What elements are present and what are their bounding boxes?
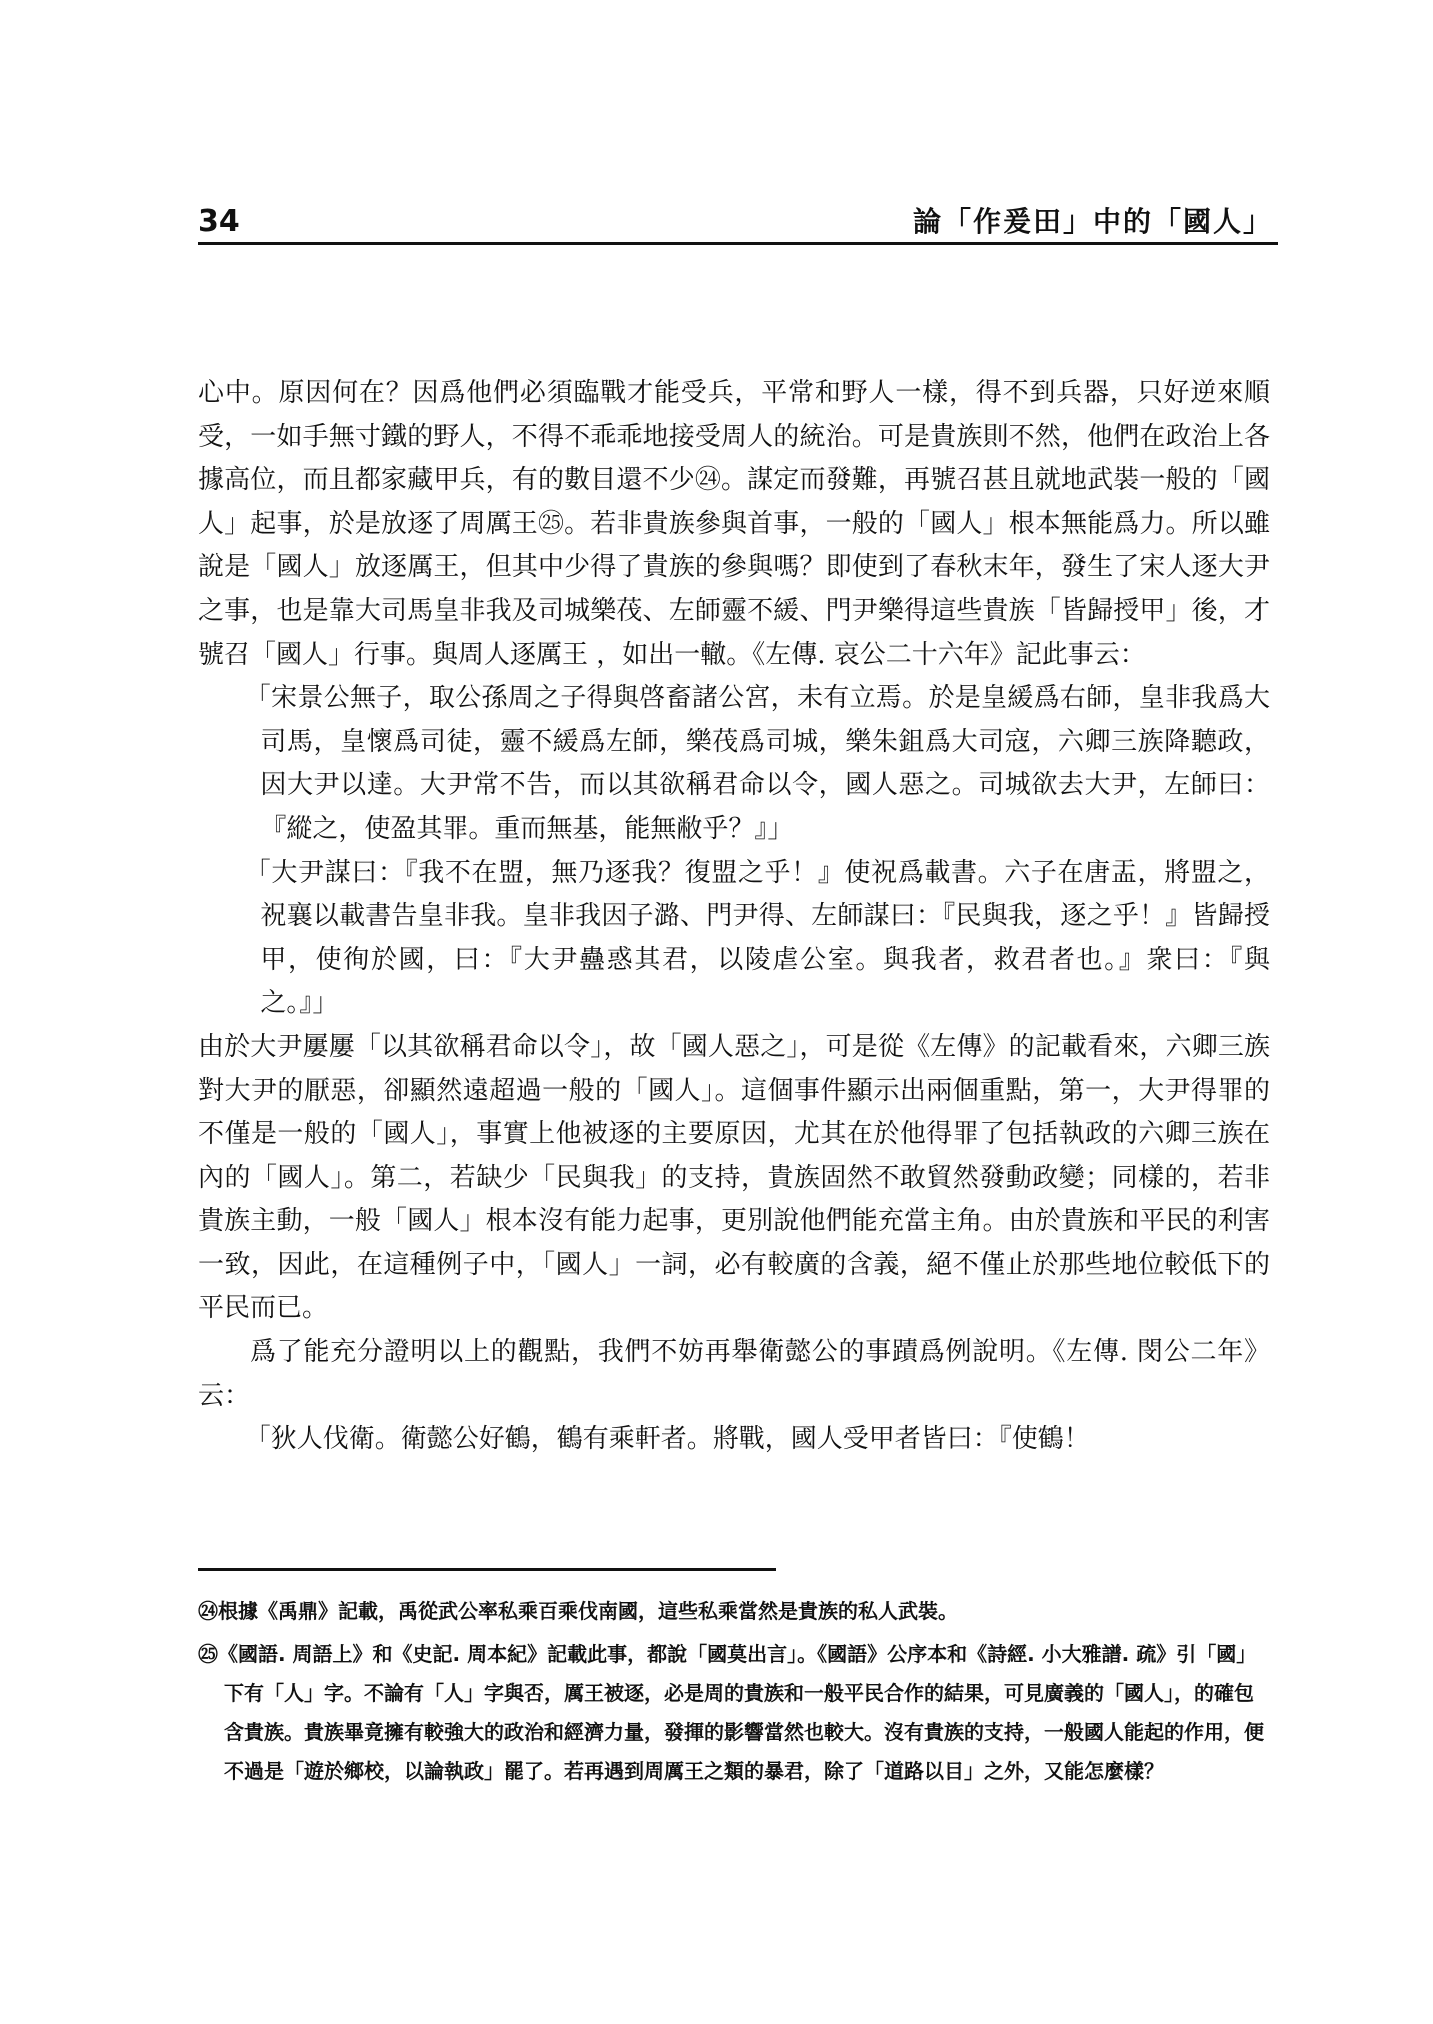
footnote-25: ㉕《國語. 周語上》和《史記. 周本紀》記載此事，都說「國莫出言」。《國語》公序本和《詩經. 小大雅譜. 疏》引「國」下有「人」字。不論有「人」字與否，厲王被逐，必是周的貴族和一般平民合作的結果，可見廣義的「國人」，的確包含貴族。貴族畢竟擁有較強大的政治和經濟力量，發揮的影響當然也較大。沒有貴族的支持，一般國人能起的作用，便不過是「遊於鄉校，以論執政」罷了。若再遇到周厲王之類的暴君，除了「道路以目」之外，又能怎麼樣？ — [198, 1642, 1264, 1783]
page-header — [198, 202, 1273, 242]
running-title: 論「作爰田」中的「國人」 — [912, 205, 1273, 238]
footnote-24: ㉔根據《禹鼎》記載，禹從武公率私乘百乘伐南國，這些私乘當然是貴族的私人武裝。 — [198, 1599, 958, 1623]
main-text — [198, 372, 1270, 1462]
footnote-rule — [198, 1568, 776, 1571]
paragraph-3: 爲了能充分證明以上的觀點，我們不妨再舉衛懿公的事蹟爲例說明。《左傳. 閔公二年》云： — [198, 1337, 1270, 1411]
page-number: 34 — [198, 204, 240, 239]
quotation-3: 「狄人伐衛。衛懿公好鶴，鶴有乘軒者。將戰，國人受甲者皆曰：『使鶴！ — [244, 1424, 1090, 1455]
quotation-1: 「宋景公無子，取公孫周之子得與啓畜諸公宮，未有立焉。於是皇緩爲右師，皇非我爲大司馬，皇懷爲司徒，靈不緩爲左師，樂茷爲司城，樂朱鉏爲大司寇，六卿三族降聽政，因大尹以達。大尹常不告，而以其欲稱君命以令，國人惡之。司城欲去大尹，左師曰：『縱之，使盈其罪。重而無基，能無敝乎？』」 — [244, 683, 1270, 844]
paragraph-2: 由於大尹屢屢「以其欲稱君命以令」，故「國人惡之」，可是從《左傳》的記載看來，六卿三族對大尹的厭惡，卻顯然遠超過一般的「國人」。這個事件顯示出兩個重點，第一，大尹得罪的不僅是一般的「國人」，事實上他被逐的主要原因，尤其在於他得罪了包括執政的六卿三族在內的「國人」。第二，若缺少「民與我」的支持，貴族固然不敢貿然發動政變；同樣的，若非貴族主動，一般「國人」根本沒有能力起事，更別說他們能充當主角。由於貴族和平民的利害一致，因此，在這種例子中，「國人」一詞，必有較廣的含義，絕不僅止於那些地位較低下的平民而已。 — [198, 1031, 1270, 1324]
footnotes — [198, 1592, 1273, 1791]
quotation-2: 「大尹謀曰：『我不在盟，無乃逐我？復盟之乎！』使祝爲載書。六子在唐盂，將盟之，祝襄以載書告皇非我。皇非我因子潞、門尹得、左師謀曰：『民與我，逐之乎！』皆歸授甲，使徇於國，曰：『大尹蠱惑其君，以陵虐公室。與我者，救君者也。』衆曰：『與之。』」 — [244, 857, 1270, 1019]
header-rule — [198, 242, 1278, 245]
paragraph-1: 心中。原因何在？因爲他們必須臨戰才能受兵，平常和野人一樣，得不到兵器，只好逆來順受，一如手無寸鐵的野人，不得不乖乖地接受周人的統治。可是貴族則不然，他們在政治上各據高位，而且都家藏甲兵，有的數目還不少㉔。謀定而發難，再號召甚且就地武裝一般的「國人」起事，於是放逐了周厲王㉕。若非貴族參與首事，一般的「國人」根本無能爲力。所以雖說是「國人」放逐厲王，但其中少得了貴族的參與嗎？即使到了春秋末年，發生了宋人逐大尹之事，也是靠大司馬皇非我及司城樂茷、左師靈不緩、門尹樂得這些貴族「皆歸授甲」後，才號召「國人」行事。與周人逐厲王 ，如出一轍。《左傳. 哀公二十六年》記此事云： — [198, 378, 1270, 670]
